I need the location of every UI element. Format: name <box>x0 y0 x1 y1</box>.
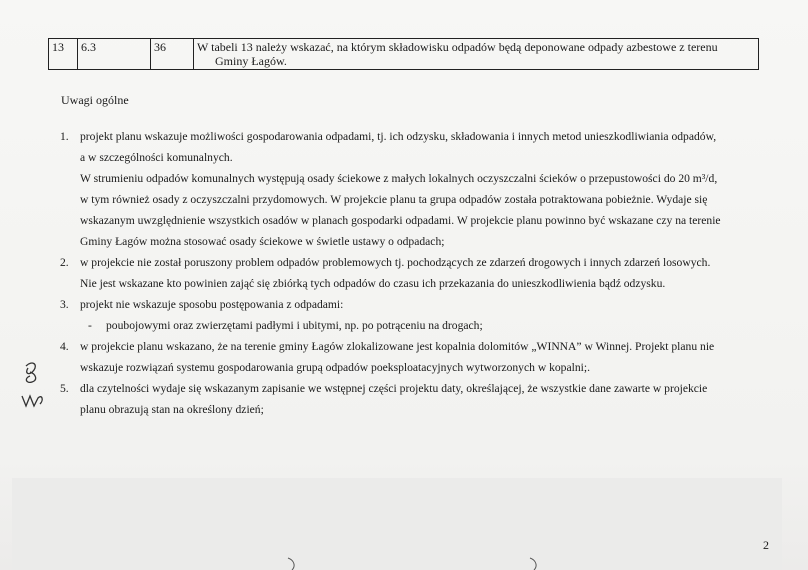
table-cell-section: 6.3 <box>78 39 151 70</box>
bullet-dash: - <box>88 319 92 332</box>
remark-line: W tabeli 13 należy wskazać, na którym składowisku odpadów będą deponowane odpady azbestowe z terenu <box>197 40 718 54</box>
item-line: dla czytelności wydaje się wskazanym zapisanie we wstępnej części projektu daty, określającej, że wszystkie dane zawarte w projekcie <box>80 382 708 395</box>
item-line: w projekcie planu wskazano, że na terenie gminy Łagów zlokalizowane jest kopalnia dolomitów „WINNA” w Winnej. Projekt planu nie <box>80 340 715 353</box>
list-item <box>60 252 772 294</box>
handwritten-initials-icon <box>18 360 48 420</box>
item-number: 1. <box>60 130 69 143</box>
item-line: projekt planu wskazuje możliwości gospodarowania odpadami, tj. ich odzysku, składowania i innych metod unieszkodliwiania odpadów, <box>80 130 717 143</box>
remarks-table <box>48 38 759 70</box>
sub-item-text: poubojowymi oraz zwierzętami padłymi i ubitymi, np. po potrąceniu na drogach; <box>106 319 483 332</box>
item-line: W strumieniu odpadów komunalnych występują osady ściekowe z małych lokalnych oczyszczalni ścieków o przepustowości do 20 m³/d, <box>80 172 718 185</box>
scan-shadow <box>12 478 782 570</box>
table-cell-page: 36 <box>151 39 194 70</box>
list-item <box>60 336 772 378</box>
list-item <box>60 126 772 252</box>
item-line: w projekcie nie został poruszony problem odpadów problemowych tj. pochodzących ze zdarzeń drogowych i innych zdarzeń losowych. <box>80 256 711 269</box>
item-number: 2. <box>60 256 69 269</box>
item-line: projekt nie wskazuje sposobu postępowania z odpadami: <box>80 298 344 311</box>
item-number: 5. <box>60 382 69 395</box>
item-line: wskazanym uwzględnienie wszystkich osadów w planach gospodarki odpadami. W projekcie planu powinno być wskazane czy na terenie <box>80 214 721 227</box>
item-number: 4. <box>60 340 69 353</box>
item-line: wskazuje rozwiązań systemu gospodarowania grupą odpadów poeksploatacyjnych wytworzonych w kopalni;. <box>80 361 590 374</box>
item-line: a w szczególności komunalnych. <box>80 151 233 164</box>
item-line: Gminy Łagów można stosować osady ściekowe w świetle ustawy o odpadach; <box>80 235 445 248</box>
remarks-list <box>60 126 772 420</box>
section-title: Uwagi ogólne <box>61 93 129 107</box>
table-cell-remark <box>194 39 759 70</box>
item-line: Nie jest wskazane kto powinien zająć się zbiórką tych odpadów do czasu ich przekazania do unieszkodliwienia bądź odzysku. <box>80 277 666 290</box>
table-cell-number: 13 <box>49 39 78 70</box>
list-item <box>60 294 772 315</box>
page-number: 2 <box>763 538 769 552</box>
table-row <box>49 39 759 70</box>
list-item <box>60 378 772 420</box>
item-line: w tym również osady z oczyszczalni przydomowych. W projekcie planu ta grupa odpadów została potraktowana pobieżnie. Wydaje się <box>80 193 708 206</box>
item-line: planu obrazują stan na określony dzień; <box>80 403 264 416</box>
sub-list-item <box>60 315 772 336</box>
punch-hole-icon <box>526 556 540 570</box>
remark-line: Gminy Łagów. <box>215 54 287 68</box>
item-number: 3. <box>60 298 69 311</box>
punch-hole-icon <box>286 556 300 570</box>
